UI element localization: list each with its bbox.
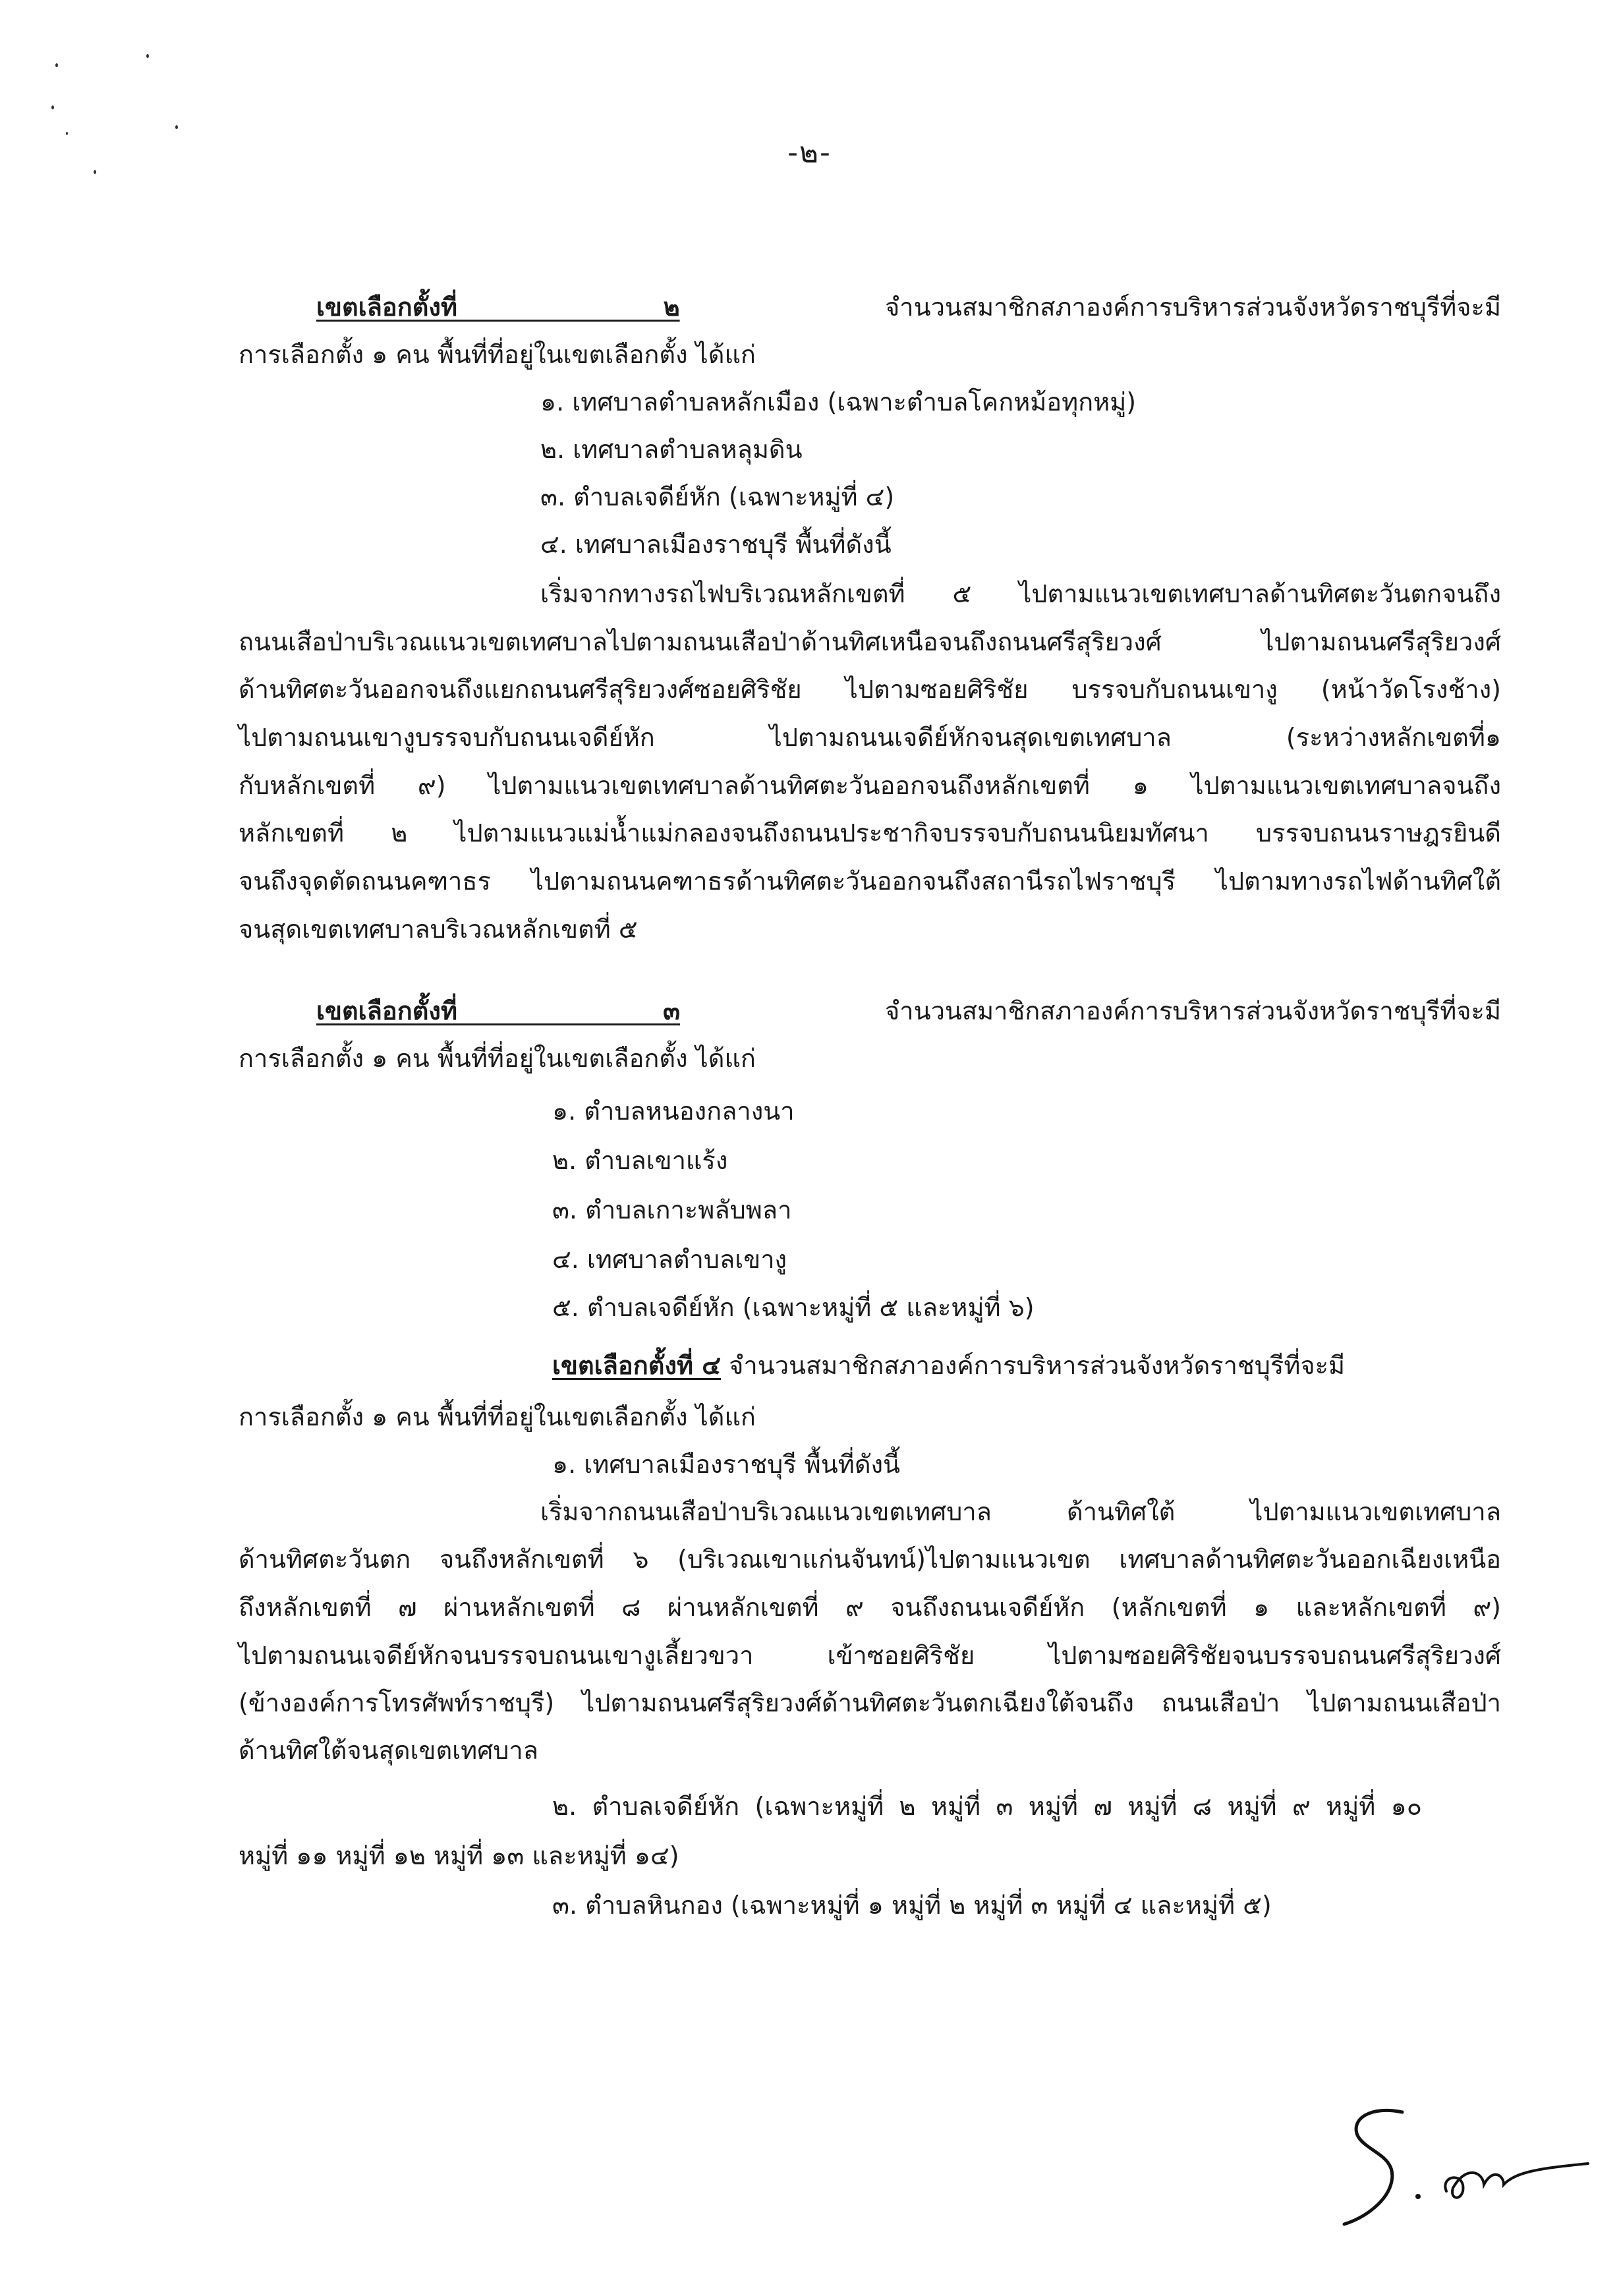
zone3-item-4: ๔. เทศบาลตำบลเขางู [552, 1245, 787, 1274]
zone4-intro-line [552, 1348, 1345, 1383]
zone2-desc-6: หลักเขตที่ ๒ ไปตามแนวแม่น้ำแม่กลองจนถึงถนนประชากิจบรรจบกับถนนนิยมทัศนา บรรจบถนนราษฎรยินดี [239, 818, 1501, 847]
zone4-item-2-line-1: ๒. ตำบลเจดีย์หัก (เฉพาะหมู่ที่ ๒ หมู่ที่ ๓ หมู่ที่ ๗ หมู่ที่ ๘ หมู่ที่ ๙ หมู่ที่ ๑๐ [552, 1792, 1422, 1821]
zone2-intro-line [239, 290, 1501, 324]
zone4-heading: เขตเลือกตั้งที่ ๔ [552, 1351, 722, 1380]
zone4-desc-2: ด้านทิศตะวันตก จนถึงหลักเขตที่ ๖ (บริเวณเขาแก่นจันทน์)ไปตามแนวเขต เทศบาลด้านทิศตะวันออกเฉียงเหนือ [239, 1545, 1501, 1574]
zone3-intro-2: การเลือกตั้ง ๑ คน พื้นที่ที่อยู่ในเขตเลือกตั้ง ได้แก่ [239, 1044, 756, 1073]
zone2-desc-3: ด้านทิศตะวันออกจนถึงแยกถนนศรีสุริยวงศ์ซอยศิริชัย ไปตามซอยศิริชัย บรรจบกับถนนเขางู (หน้าวัดโรงช้าง) [239, 675, 1501, 704]
zone4-intro-2: การเลือกตั้ง ๑ คน พื้นที่ที่อยู่ในเขตเลือกตั้ง ได้แก่ [239, 1402, 756, 1431]
zone3-item-1: ๑. ตำบลหนองกลางนา [552, 1097, 795, 1126]
zone4-desc-4: ไปตามถนนเจดีย์หักจนบรรจบถนนเขางูเลี้ยวขวา เข้าซอยศิริชัย ไปตามซอยศิริชัยจนบรรจบถนนศรีสุริยวงศ์ [239, 1641, 1501, 1670]
zone3-intro-1: จำนวนสมาชิกสภาองค์การบริหารส่วนจังหวัดราชบุรีที่จะมี [885, 996, 1501, 1025]
zone2-desc-2: ถนนเสือป่าบริเวณแนวเขตเทศบาลไปตามถนนเสือป่าด้านทิศเหนือจนถึงถนนศรีสุริยวงศ์ ไปตามถนนศรีสุริยวงศ์ [239, 627, 1501, 656]
zone4-item-2-line-2: หมู่ที่ ๑๑ หมู่ที่ ๑๒ หมู่ที่ ๑๓ และหมู่ที่ ๑๔) [239, 1841, 679, 1870]
zone2-intro-2: การเลือกตั้ง ๑ คน พื้นที่ที่อยู่ในเขตเลือกตั้ง ได้แก่ [239, 340, 756, 369]
zone2-item-1: ๑. เทศบาลตำบลหลักเมือง (เฉพาะตำบลโคกหม้อทุกหมู่) [540, 387, 1137, 416]
zone3-item-5: ๕. ตำบลเจดีย์หัก (เฉพาะหมู่ที่ ๕ และหมู่ที่ ๖) [552, 1293, 1035, 1322]
zone4-item-3: ๓. ตำบลหินกอง (เฉพาะหมู่ที่ ๑ หมู่ที่ ๒ หมู่ที่ ๓ หมู่ที่ ๔ และหมู่ที่ ๕) [552, 1891, 1272, 1920]
zone3-heading: เขตเลือกตั้งที่ ๓ [316, 996, 681, 1025]
zone2-heading: เขตเลือกตั้งที่ ๒ [316, 293, 680, 322]
zone2-desc-1: เริ่มจากทางรถไฟบริเวณหลักเขตที่ ๕ ไปตามแนวเขตเทศบาลด้านทิศตะวันตกจนถึง [540, 579, 1501, 608]
zone3-intro-line [239, 994, 1501, 1028]
zone2-desc-8: จนสุดเขตเทศบาลบริเวณหลักเขตที่ ๕ [239, 915, 638, 944]
zone2-desc-5: กับหลักเขตที่ ๙) ไปตามแนวเขตเทศบาลด้านทิศตะวันออกจนถึงหลักเขตที่ ๑ ไปตามแนวเขตเทศบาลจนถึง [239, 771, 1501, 800]
zone2-desc-7: จนถึงจุดตัดถนนคฑาธร ไปตามถนนคฑาธรด้านทิศตะวันออกจนถึงสถานีรถไฟราชบุรี ไปตามทางรถไฟด้านทิศใต้ [239, 867, 1501, 896]
handwritten-signature [1331, 2092, 1595, 2237]
zone4-item-1: ๑. เทศบาลเมืองราชบุรี พื้นที่ดังนี้ [552, 1450, 901, 1479]
zone2-item-3: ๓. ตำบลเจดีย์หัก (เฉพาะหมู่ที่ ๔) [540, 482, 895, 511]
zone4-desc-5: (ข้างองค์การโทรศัพท์ราชบุรี) ไปตามถนนศรีสุริยวงศ์ด้านทิศตะวันตกเฉียงใต้จนถึง ถนนเสือป่า ไปตามถนนเสือป่า [239, 1688, 1501, 1717]
zone4-desc-1: เริ่มจากถนนเสือป่าบริเวณแนวเขตเทศบาล ด้านทิศใต้ ไปตามแนวเขตเทศบาล [540, 1497, 1501, 1526]
zone3-item-2: ๒. ตำบลเขาแร้ง [552, 1146, 728, 1175]
zone2-desc-4: ไปตามถนนเขางูบรรจบกับถนนเจดีย์หัก ไปตามถนนเจดีย์หักจนสุดเขตเทศบาล (ระหว่างหลักเขตที่๑ [239, 723, 1501, 752]
zone2-item-4: ๔. เทศบาลเมืองราชบุรี พื้นที่ดังนี้ [540, 530, 892, 559]
zone4-intro-1: จำนวนสมาชิกสภาองค์การบริหารส่วนจังหวัดราชบุรีที่จะมี [729, 1351, 1346, 1380]
page-number: -๒- [787, 136, 832, 169]
zone4-desc-6: ด้านทิศใต้จนสุดเขตเทศบาล [239, 1736, 539, 1765]
zone2-item-2: ๒. เทศบาลตำบลหลุมดิน [540, 435, 803, 464]
zone2-intro-1: จำนวนสมาชิกสภาองค์การบริหารส่วนจังหวัดราชบุรีที่จะมี [885, 293, 1501, 322]
zone3-item-3: ๓. ตำบลเกาะพลับพลา [552, 1195, 792, 1224]
zone4-desc-3: ถึงหลักเขตที่ ๗ ผ่านหลักเขตที่ ๘ ผ่านหลักเขตที่ ๙ จนถึงถนนเจดีย์หัก (หลักเขตที่ ๑ และหลักเขตที่ ๙) [239, 1593, 1501, 1622]
